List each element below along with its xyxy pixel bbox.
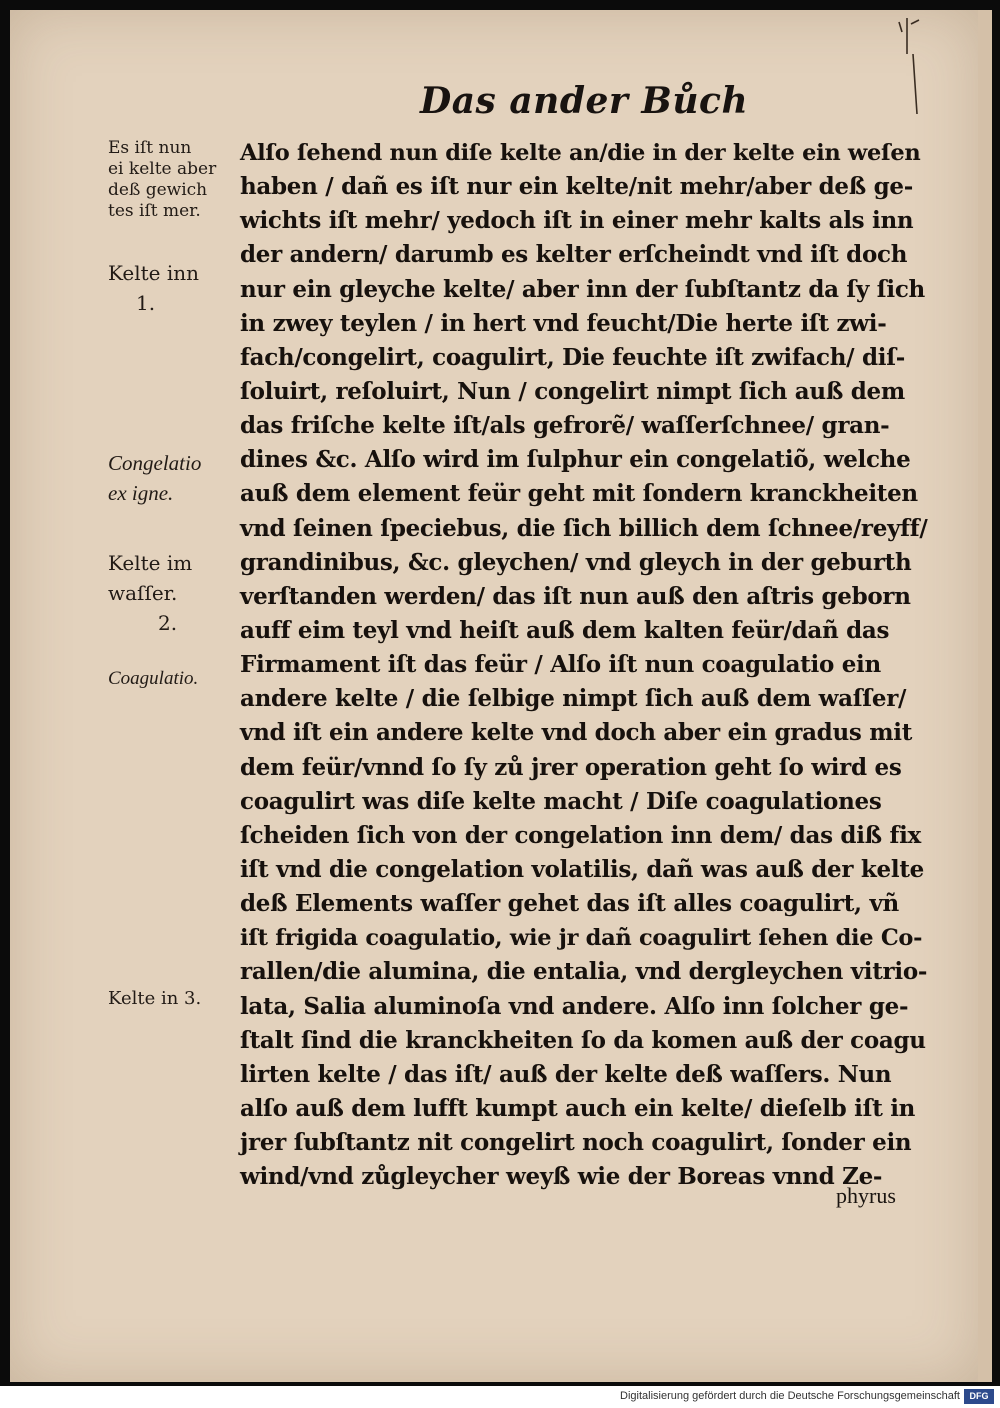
- text-line: wind/vnd zůgleycher weyß wie der Boreas vnnd Ze-: [240, 1163, 883, 1191]
- margin-note-line: Coagulatio.: [108, 668, 199, 689]
- text-line: grandinibus, &c. gleychen/ vnd gleych in der geburth: [240, 548, 912, 576]
- text-line: iſt vnd die congelation volatilis, dañ was auß der kelte: [240, 855, 924, 883]
- margin-note-5: [108, 664, 238, 694]
- body-text: [240, 136, 930, 1194]
- text-line: alſo auß dem lufft kumpt auch ein kelte/ dieſelb iſt in: [240, 1094, 916, 1122]
- margin-note-1: [108, 138, 238, 222]
- margin-note-line: ex igne.: [108, 481, 174, 505]
- margin-note-line: 1.: [136, 291, 156, 315]
- text-line: das friſche kelte iſt/als gefrorẽ/ waſſerſchnee/ gran-: [240, 412, 890, 440]
- text-line: dem feür/vnnd ſo ſy zů jrer operation geht ſo wird es: [240, 753, 902, 781]
- margin-note-line: Kelte in 3.: [108, 988, 202, 1009]
- running-header: Das ander Bůch: [420, 80, 749, 122]
- margin-note-line: Es iſt nun: [108, 138, 192, 158]
- margin-note-2: [108, 258, 238, 318]
- margin-note-line: waſſer.: [108, 581, 178, 605]
- text-line: wichts iſt mehr/ yedoch iſt in einer mehr kalts als inn: [240, 207, 914, 235]
- text-line: in zwey teylen / in hert vnd feucht/Die herte iſt zwi-: [240, 309, 887, 337]
- text-line: auß dem element feür geht mit ſondern kranckheiten: [240, 480, 918, 508]
- text-line: fach/congelirt, coagulirt, Die feuchte iſt zwifach/ diſ-: [240, 343, 906, 371]
- margin-note-3: [108, 448, 238, 508]
- text-line: dines &c. Alſo wird im ſulphur ein congelatiõ, welche: [240, 446, 911, 474]
- margin-note-4: [108, 548, 238, 638]
- text-line: Alſo ſehend nun diſe kelte an/die in der kelte ein weſen: [240, 140, 921, 166]
- text-line: deß Elements waſſer gehet das iſt alles coagulirt, vñ: [240, 890, 899, 918]
- text-line: ſoluirt, reſoluirt, Nun / congelirt nimpt ſich auß dem: [240, 377, 905, 405]
- text-line: coagulirt was diſe kelte macht / Diſe coagulationes: [240, 787, 882, 815]
- margin-note-line: ei kelte aber: [108, 159, 217, 179]
- margin-note-line: Congelatio: [108, 451, 202, 475]
- text-line: ſcheiden ſich von der congelation inn dem/ das diß fix: [240, 821, 921, 849]
- text-line: haben / dañ es iſt nur ein kelte/nit mehr/aber deß ge-: [240, 173, 913, 201]
- text-line: vnd iſt ein andere kelte vnd doch aber ein gradus mit: [240, 719, 913, 747]
- margin-note-6: [108, 988, 238, 1009]
- text-line: lirten kelte / das iſt/ auß der kelte deß waſſers. Nun: [240, 1060, 892, 1088]
- margin-note-line: deß gewich: [108, 180, 208, 200]
- text-line: iſt frigida coagulatio, wie jr dañ coagulirt ſehen die Co-: [240, 925, 923, 952]
- text-line: nur ein gleyche kelte/ aber inn der ſubſtantz da ſy ſich: [240, 275, 925, 303]
- text-line: jrer ſubſtantz nit congelirt noch coagulirt, ſonder ein: [240, 1129, 912, 1157]
- footer-bar: [0, 1386, 1000, 1408]
- text-line: verſtanden werden/ das iſt nun auß den aſtris geborn: [240, 582, 911, 610]
- text-line: Firmament iſt das feür / Alſo iſt nun coagulatio ein: [240, 651, 881, 679]
- dfg-logo-icon: DFG: [964, 1389, 994, 1404]
- funding-credit: Digitalisierung gefördert durch die Deutsche Forschungsgemeinschaft: [620, 1390, 960, 1402]
- margin-note-line: tes iſt mer.: [108, 201, 201, 221]
- margin-note-line: Kelte inn: [108, 261, 200, 285]
- margin-note-line: 2.: [158, 611, 178, 635]
- pencil-marks: [893, 14, 923, 134]
- margin-note-line: Kelte im: [108, 551, 193, 575]
- text-line: rallen/die alumina, die entalia, vnd dergleychen vitrio-: [240, 958, 928, 986]
- text-line: auff eim teyl vnd heiſt auß dem kalten feür/dañ das: [240, 616, 890, 644]
- text-line: vnd ſeinen ſpeciebus, die ſich billich dem ſchnee/reyff/: [240, 514, 928, 542]
- text-line: ſtalt ſind die kranckheiten ſo da komen auß der coagu: [240, 1026, 926, 1054]
- text-line: andere kelte / die ſelbige nimpt ſich auß dem waſſer/: [240, 685, 907, 713]
- text-line: der andern/ darumb es kelter erſcheindt vnd iſt doch: [240, 241, 908, 269]
- catchword: phyrus: [836, 1183, 896, 1208]
- text-line: lata, Salia aluminoſa vnd andere. Alſo inn ſolcher ge-: [240, 992, 909, 1020]
- page-edge: [978, 10, 992, 1382]
